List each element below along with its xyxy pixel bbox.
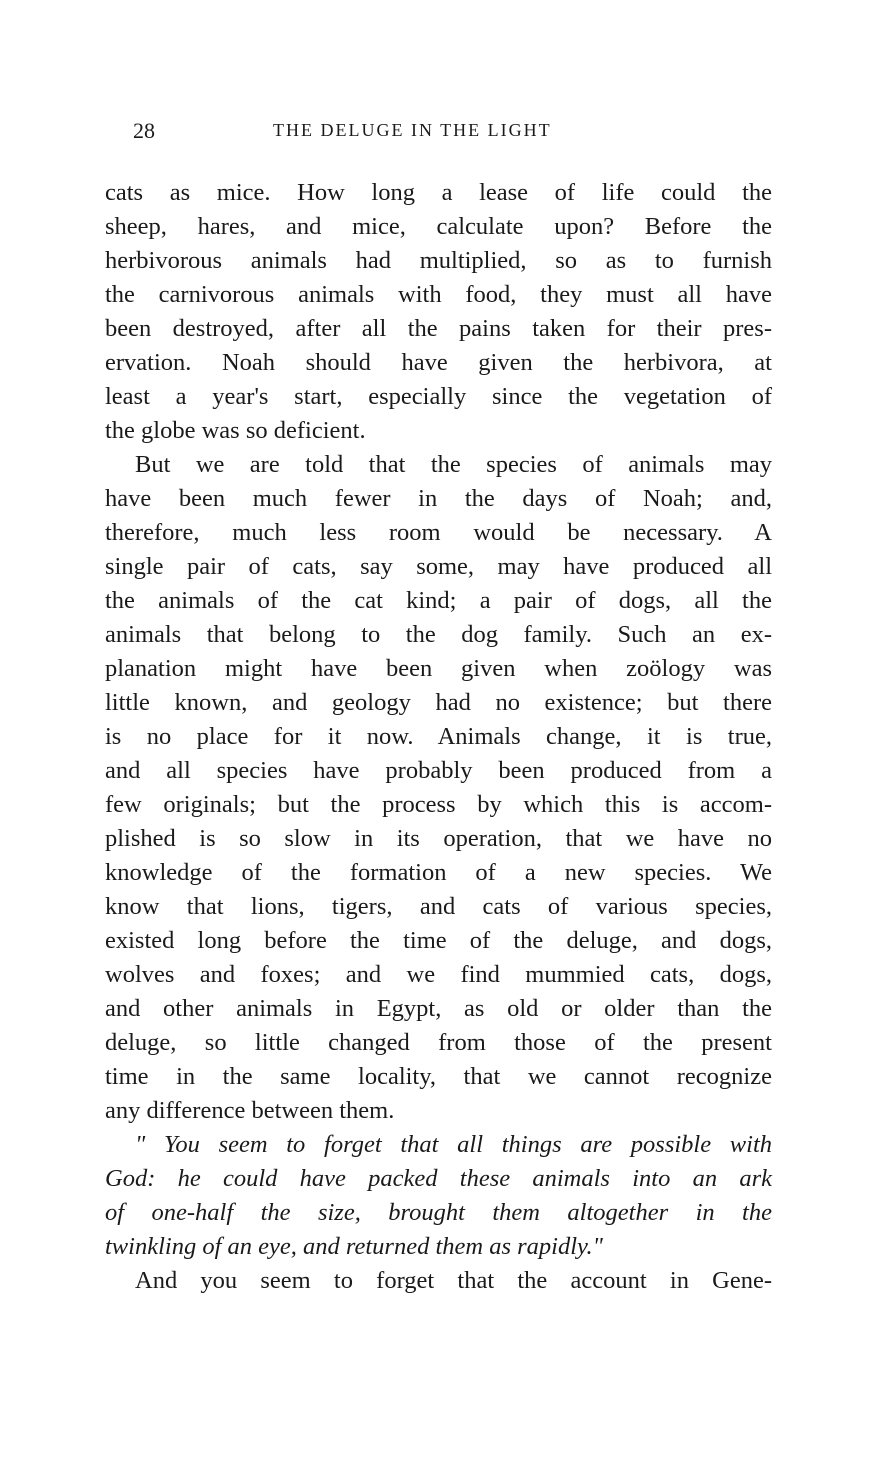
text-line: few originals; but the process by which this is accom- [105,791,772,818]
paragraph [105,1264,772,1298]
text-line: knowledge of the formation of a new species. We [105,859,772,886]
italic-paragraph [105,1128,772,1264]
page-header [133,118,773,146]
text-line: the carnivorous animals with food, they must all have [105,281,772,308]
text-line: any difference between them. [105,1097,395,1124]
text-line: therefore, much less room would be necessary. A [105,519,772,546]
text-line: plished is so slow in its operation, that we have no [105,825,772,852]
text-line: have been much fewer in the days of Noah; and, [105,485,772,512]
text-line: time in the same locality, that we cannot recognize [105,1063,772,1090]
page-number: 28 [133,118,155,143]
text-line: been destroyed, after all the pains taken for their pres- [105,315,772,342]
text-line: " You seem to forget that all things are possible with [135,1131,772,1158]
text-line: planation might have been given when zoölogy was [105,655,772,682]
paragraph [105,448,772,1128]
text-line: And you seem to forget that the account in Gene- [135,1267,772,1294]
text-line: know that lions, tigers, and cats of various species, [105,893,772,920]
text-line: ervation. Noah should have given the herbivora, at [105,349,772,376]
text-line: and all species have probably been produced from a [105,757,772,784]
text-line: the animals of the cat kind; a pair of dogs, all the [105,587,772,614]
text-line: and other animals in Egypt, as old or older than the [105,995,772,1022]
text-line: twinkling of an eye, and returned them as rapidly." [105,1233,603,1260]
text-line: single pair of cats, say some, may have produced all [105,553,772,580]
text-line: the globe was so deficient. [105,417,366,444]
text-line: little known, and geology had no existence; but there [105,689,772,716]
text-line: herbivorous animals had multiplied, so as to furnish [105,247,772,274]
text-line: deluge, so little changed from those of the present [105,1029,772,1056]
text-line: is no place for it now. Animals change, it is true, [105,723,772,750]
text-line: existed long before the time of the deluge, and dogs, [105,927,772,954]
text-line: of one-half the size, brought them altogether in the [105,1199,772,1226]
text-line: sheep, hares, and mice, calculate upon? Before the [105,213,772,240]
text-line: But we are told that the species of animals may [135,451,772,478]
paragraph [105,176,772,448]
text-line: animals that belong to the dog family. Such an ex- [105,621,772,648]
running-title: THE DELUGE IN THE LIGHT [273,120,552,140]
text-line: God: he could have packed these animals into an ark [105,1165,772,1192]
text-line: cats as mice. How long a lease of life could the [105,179,772,206]
page-body [105,176,772,1298]
text-line: least a year's start, especially since the vegetation of [105,383,772,410]
text-line: wolves and foxes; and we find mummied cats, dogs, [105,961,772,988]
